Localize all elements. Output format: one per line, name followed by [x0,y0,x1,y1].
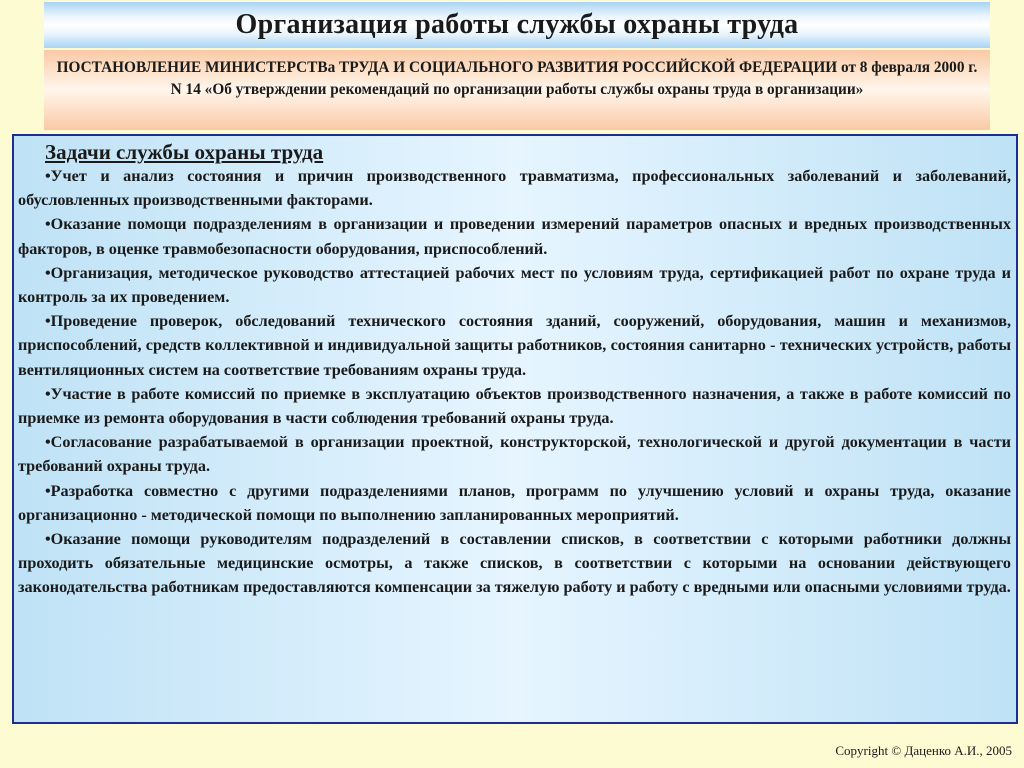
copyright-notice: Copyright © Даценко А.И., 2005 [835,743,1012,758]
task-item-medical-lists: •Оказание помощи руководителям подразделений в составлении списков, в соответствии с которыми работники должны проходить обязательные медицинские осмотры, а также списков, в соответствии с которыми на основании действующего законодательства работникам предоставляются компенсации за тяжелую работу и работу с вредными или опасными условиями труда. [18,530,1011,597]
task-item-inspections: •Проведение проверок, обследований технического состояния зданий, сооружений, оборудования, машин и механизмов, приспособлений, средств коллективной и индивидуальной защиты работников, состояния санитарно - технических устройств, работы вентиляционных систем на соответствие требованиям охраны труда. [18,312,1011,379]
task-item-improvement-plans: •Разработка совместно с другими подразделениями планов, программ по улучшению условий и охраны труда, оказание организационно - методической помощи по выполнению запланированных мероприятий. [18,481,1011,524]
decree-banner [44,50,990,130]
task-item-documentation-approval: •Согласование разрабатываемой в организации проектной, конструкторской, технологической и другой документации в части требований охраны труда. [18,433,1011,476]
tasks-panel [12,134,1018,724]
task-item-accident-analysis: •Учет и анализ состояния и причин производственного травматизма, профессиональных заболеваний и заболеваний, обусловленных производственными факторами. [18,167,1011,210]
decree-text: ПОСТАНОВЛЕНИЕ МИНИСТЕРСТВа ТРУДА И СОЦИАЛЬНОГО РАЗВИТИЯ РОССИЙСКОЙ ФЕДЕРАЦИИ от 8 февраля 2000 г. N 14 «Об утверждении рекомендаций по организации работы службы охраны труда в организации» [56,59,978,98]
tasks-heading: Задачи службы охраны труда [45,140,324,164]
task-item-acceptance-commissions: •Участие в работе комиссий по приемке в эксплуатацию объектов производственного назначения, а также в работе комиссий по приемке из ремонта оборудования в части соблюдения требований охраны труда. [18,384,1011,428]
task-item-measurement-assistance: •Оказание помощи подразделениям в организации и проведении измерений параметров опасных и вредных производственных факторов, в оценке травмобезопасности оборудования, приспособлений. [18,215,1011,258]
slide-title: Организация работы службы охраны труда [235,9,799,40]
task-list [18,164,1011,600]
task-item-workplace-certification: •Организация, методическое руководство аттестацией рабочих мест по условиям труда, сертификацией работ по охране труда и контроль за их проведением. [18,263,1011,307]
title-bar [44,2,990,48]
